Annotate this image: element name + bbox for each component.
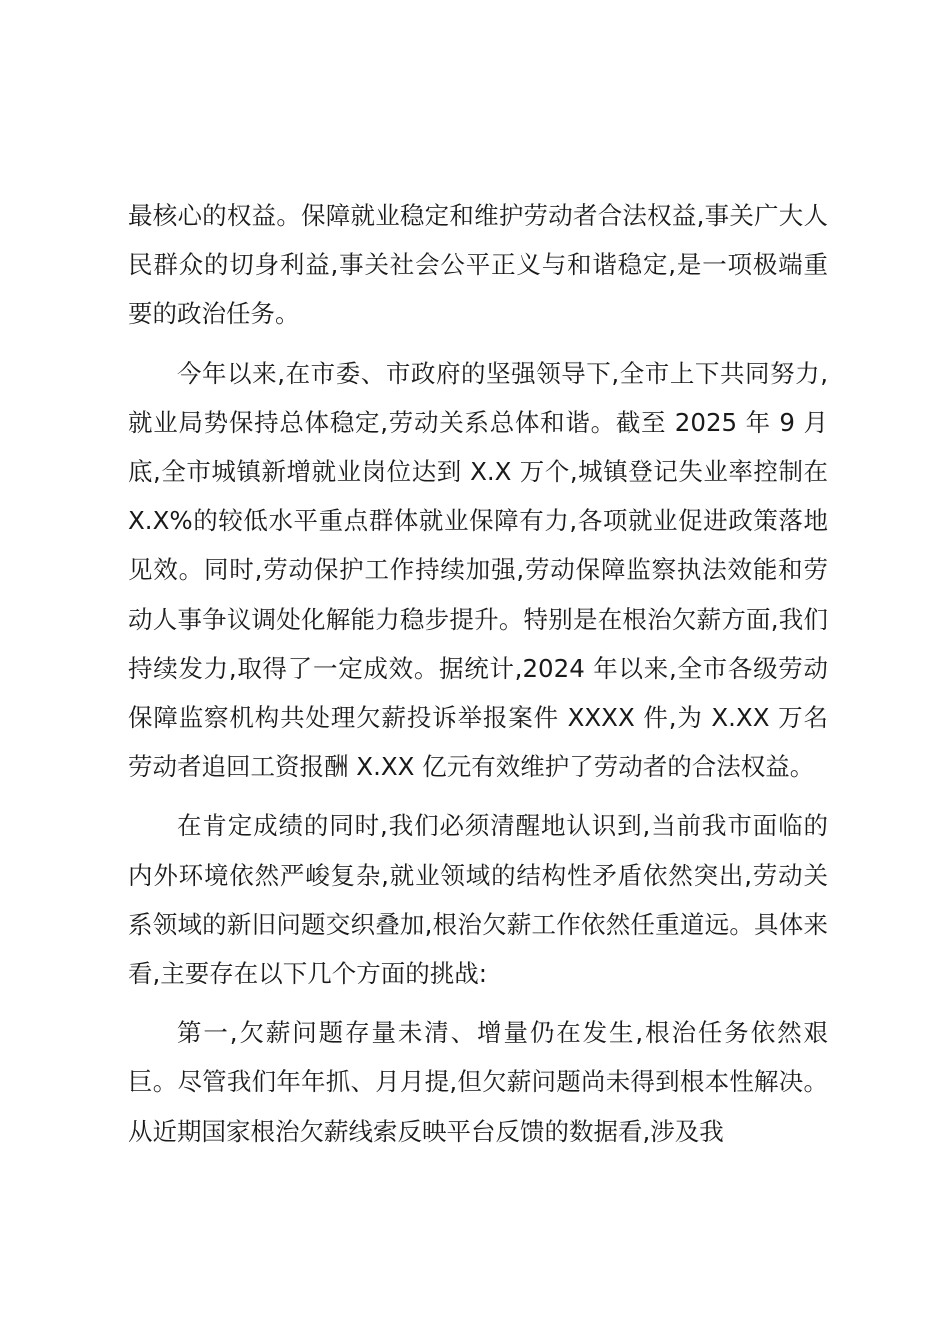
document-body bbox=[128, 191, 828, 1156]
paragraph-4: 第一,欠薪问题存量未清、增量仍在发生,根治任务依然艰巨。尽管我们年年抓、月月提,但欠薪问题尚未得到根本性解决。从近期国家根治欠薪线索反映平台反馈的数据看,涉及我 bbox=[128, 1018, 828, 1146]
paragraph-2: 今年以来,在市委、市政府的坚强领导下,全市上下共同努力,就业局势保持总体稳定,劳动关系总体和谐。截至 2025 年 9 月底,全市城镇新增就业岗位达到 X.X 万个,城镇登记失业率控制在 X.X%的较低水平重点群体就业保障有力,各项就业促进政策落地见效。同时,劳动保护工作持续加强,劳动保障监察执法效能和劳动人事争议调处化解能力稳步提升。特别是在根治欠薪方面,我们持续发力,取得了一定成效。据统计,2024 年以来,全市各级劳动保障监察机构共处理欠薪投诉举报案件 XXXX 件,为 X.XX 万名劳动者追回工资报酬 X.XX 亿元有效维护了劳动者的合法权益。 bbox=[128, 358, 828, 782]
paragraph-3: 在肯定成绩的同时,我们必须清醒地认识到,当前我市面临的内外环境依然严峻复杂,就业领域的结构性矛盾依然突出,劳动关系领域的新旧问题交织叠加,根治欠薪工作依然任重道远。具体来看,主要存在以下几个方面的挑战: bbox=[128, 811, 828, 989]
paragraph-1: 最核心的权益。保障就业稳定和维护劳动者合法权益,事关广大人民群众的切身利益,事关社会公平正义与和谐稳定,是一项极端重要的政治任务。 bbox=[128, 201, 828, 329]
